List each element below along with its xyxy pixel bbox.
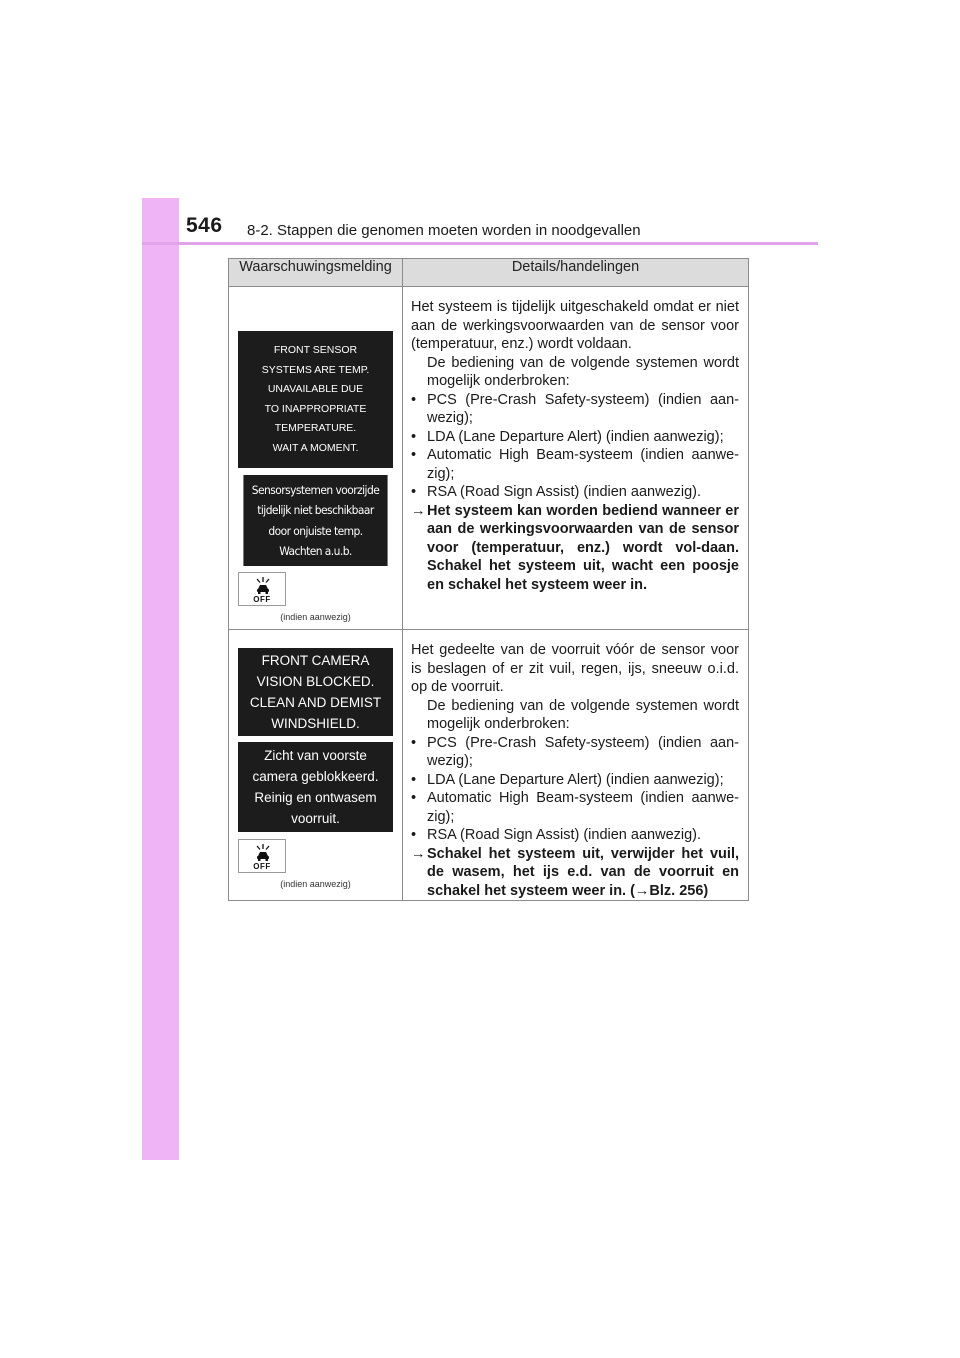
detail-subtext: De bediening van de volgende systemen wordt mogelijk onderbroken:: [427, 354, 739, 389]
table-row: [229, 630, 749, 901]
detail-intro: Het gedeelte van de voorruit vóór de sensor voor is beslagen of er zit vuil, regen, ijs, sneeuw o.i.d. op de voorruit.: [411, 642, 739, 695]
action-instruction: → Schakel het systeem uit, verwijder het vuil, de wasem, het ijs e.d. van de voorruit en schakel het systeem weer in. (→Blz. 256): [411, 845, 739, 899]
table-row: [229, 287, 749, 630]
column-header-details: Details/handelingen: [403, 259, 749, 287]
sensor-off-icon: [238, 572, 286, 606]
warning-table: [228, 258, 749, 901]
detail-intro: Het systeem is tijdelijk uitgeschakeld omdat er niet aan de werkingsvoorwaarden van de sensor voor (temperatuur, enz.) wordt voldaan.: [411, 299, 739, 352]
off-label: OFF: [253, 862, 271, 871]
list-item: • LDA (Lane Departure Alert) (indien aanwezig);: [411, 771, 724, 788]
list-item: • RSA (Road Sign Assist) (indien aanwezig).: [411, 484, 702, 500]
display-message-dutch: Zicht van voorste camera geblokkeerd. Reinig en ontwasem voorruit.: [238, 742, 393, 832]
section-title: 8-2. Stappen die genomen moeten worden in noodgevallen: [247, 222, 641, 239]
display-message-dutch: Sensorsystemen voorzijde tijdelijk niet beschikbaar door onjuiste temp. Wachten a.u.b.: [243, 475, 387, 566]
column-header-warning: Waarschuwingsmelding: [229, 259, 403, 287]
off-label: OFF: [253, 595, 271, 604]
sensor-off-icon: [238, 839, 286, 873]
list-item: • LDA (Lane Departure Alert) (indien aanwezig);: [411, 428, 724, 445]
display-message-english: FRONT SENSOR SYSTEMS ARE TEMP. UNAVAILABLE DUE TO INAPPROPRIATE TEMPERATURE. WAIT A MOMENT.: [238, 331, 393, 468]
table-header-row: [229, 259, 749, 287]
warning-message-cell: [229, 630, 403, 901]
caption-if-equipped: (indien aanwezig): [280, 879, 351, 889]
page-number: 546: [186, 214, 223, 237]
list-item: • Automatic High Beam-systeem (indien aanwe-zig);: [411, 790, 739, 825]
action-instruction: → Het systeem kan worden bediend wanneer er aan de werkingsvoorwaarden van de sensor voor (temperatuur, enz.) wordt vol-daan. Schakel het systeem uit, wacht een poosje en schakel het systeem weer in.: [411, 502, 739, 593]
details-cell: [403, 287, 749, 630]
details-cell: [403, 630, 749, 901]
header-rule: [142, 242, 818, 245]
detail-subtext: De bediening van de volgende systemen wordt mogelijk onderbroken:: [427, 697, 739, 732]
list-item: • Automatic High Beam-systeem (indien aanwe-zig);: [411, 447, 739, 482]
display-message-english: FRONT CAMERA VISION BLOCKED. CLEAN AND DEMIST WINDSHIELD.: [238, 648, 393, 736]
list-item: • RSA (Road Sign Assist) (indien aanwezig).: [411, 827, 702, 843]
caption-if-equipped: (indien aanwezig): [280, 612, 351, 622]
chapter-side-tab: [142, 198, 179, 1160]
list-item: • PCS (Pre-Crash Safety-systeem) (indien aan-wezig);: [411, 391, 739, 426]
warning-message-cell: [229, 287, 403, 630]
list-item: • PCS (Pre-Crash Safety-systeem) (indien aan-wezig);: [411, 734, 739, 769]
